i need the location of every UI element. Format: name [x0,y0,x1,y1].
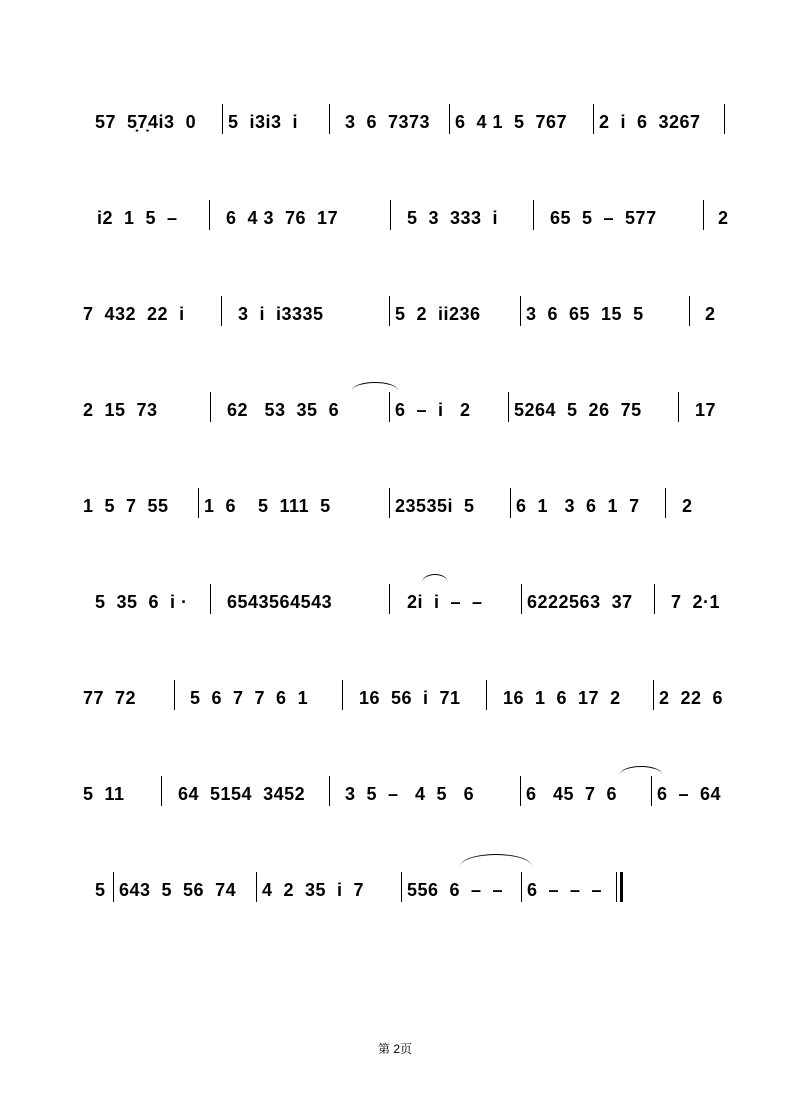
measure-segment: 5 11 [83,784,125,804]
measure-segment: 3 5 – 4 5 6 [345,784,475,804]
barline [221,296,222,326]
staff-line-5 [0,482,790,542]
barline [689,296,690,326]
barline [329,776,330,806]
measure-segment: 556 6 – – [407,880,504,900]
barline [521,872,522,902]
measure-segment: 6222563 37 [527,592,633,612]
measure-segment: 6 4 1 5 767 [455,112,568,132]
measure-segment: 5 3 333 i [407,208,499,228]
tie-arc [620,766,662,783]
measure-segment: 6 – 64 [657,784,722,804]
measure-segment: 57 5̣7̣4i3 0 [95,112,197,132]
measure-segment: 1 5 7 55 [83,496,169,516]
measure-segment: 7 2·1 [671,592,721,612]
barline [449,104,450,134]
barline [665,488,666,518]
staff-line-6 [0,578,790,638]
measure-segment: 6543564543 [227,592,333,612]
measure-segment: 62 53 35 6 [227,400,340,420]
measure-segment: 6 – – – [527,880,603,900]
barline [389,392,390,422]
barline [653,680,654,710]
barline [256,872,257,902]
barline [389,584,390,614]
barline [401,872,402,902]
barline [520,776,521,806]
measure-segment: 6 1 3 6 1 7 [516,496,640,516]
staff-line-3 [0,290,790,350]
barline [209,200,210,230]
measure-segment: 7 432 22 i [83,304,185,324]
measure-segment: 3 6 7373 [345,112,431,132]
staff-line-7 [0,674,790,734]
barline [678,392,679,422]
staff-line-2 [0,194,790,254]
final-barline-thin [616,872,617,902]
measure-segment: 65 5 – 577 [550,208,657,228]
tie-arc [422,574,448,591]
final-barline-thick [620,872,623,902]
barline [113,872,114,902]
measure-segment: 5 35 6 i · [95,592,188,612]
measure-segment: 1 6 5 111 5 [204,496,331,516]
barline [533,200,534,230]
measure-segment: i2 1 5 – [97,208,178,228]
barline [703,200,704,230]
measure-segment: 4 2 35 i 7 [262,880,365,900]
measure-segment: 64 5154 3452 [178,784,306,804]
barline [174,680,175,710]
measure-segment: 2 15 73 [83,400,158,420]
barline [222,104,223,134]
barline [521,584,522,614]
measure-segment: 16 56 i 71 [359,688,461,708]
measure-segment: 2 [718,208,729,228]
tie-arc [352,382,398,399]
measure-segment: 6 – i 2 [395,400,471,420]
measure-segment: 5 2 ii236 [395,304,481,324]
barline [510,488,511,518]
measure-segment: 5 6 7 7 6 1 [190,688,309,708]
page-number: 第 2页 [377,1042,412,1056]
barline [210,584,211,614]
measure-segment: 5264 5 26 75 [514,400,642,420]
staff-line-1 [0,98,790,158]
measure-segment: 2 i 6 3267 [599,112,701,132]
barline [329,104,330,134]
barline [651,776,652,806]
barline [389,296,390,326]
measure-segment: 643 5 56 74 [119,880,237,900]
staff-line-8 [0,770,790,830]
measure-segment: 2 22 6 [659,688,724,708]
barline [486,680,487,710]
measure-segment: 6 45 7 6 [526,784,618,804]
measure-segment: 17 [695,400,717,420]
barline [161,776,162,806]
staff-line-4 [0,386,790,446]
measure-segment: 2i i – – [407,592,483,612]
measure-segment: 3 i i3335 [238,304,324,324]
barline [198,488,199,518]
measure-segment: 2 [682,496,693,516]
barline [390,200,391,230]
measure-segment: 6 4 3 76 17 [226,208,339,228]
barline [210,392,211,422]
measure-segment: 5 i3i3 i [228,112,299,132]
measure-segment: 3 6 65 15 5 [526,304,644,324]
measure-segment: 23535i 5 [395,496,475,516]
measure-segment: 16 1 6 17 2 [503,688,621,708]
barline [342,680,343,710]
barline [520,296,521,326]
barline [724,104,725,134]
measure-segment: 77 72 [83,688,137,708]
measure-segment: 2 [705,304,716,324]
barline [389,488,390,518]
staff-line-9 [0,866,790,926]
barline [508,392,509,422]
barline [654,584,655,614]
measure-segment: 5 [95,880,106,900]
barline [593,104,594,134]
